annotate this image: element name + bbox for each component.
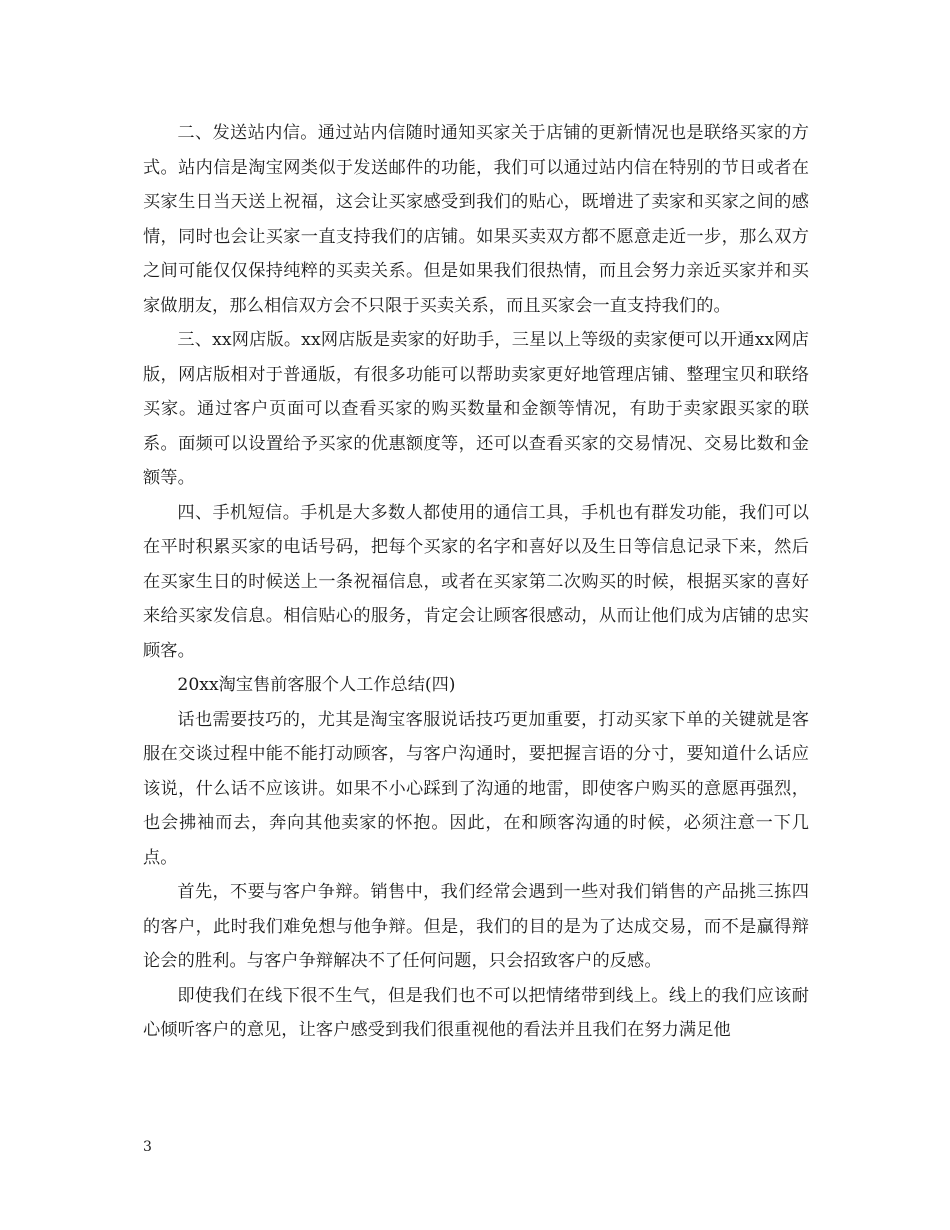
- paragraph-sms: 四、手机短信。手机是大多数人都使用的通信工具，手机也有群发功能，我们可以在平时积累买家的电话号码，把每个买家的名字和喜好以及生日等信息记录下来，然后在买家生日的时候送上一条祝福信息，或者在买家第二次购买的时候，根据买家的喜好来给买家发信息。相信贴心的服务，肯定会让顾客很感动，从而让他们成为店铺的忠实顾客。: [143, 502, 809, 661]
- paragraph-emotion-control: 即使我们在线下很不生气，但是我们也不可以把情绪带到线上。线上的我们应该耐心倾听客户的意见，让客户感受到我们很重视他的看法并且我们在努力满足他: [143, 985, 809, 1040]
- paragraph-no-argument: 首先，不要与客户争辩。销售中，我们经常会遇到一些对我们销售的产品挑三拣四的客户，此时我们难免想与他争辩。但是，我们的目的是为了达成交易，而不是赢得辩论会的胜利。与客户争辩解决不了任何问题，只会招致客户的反感。: [143, 882, 809, 971]
- paragraph-online-store-edition: 三、xx网店版。xx网店版是卖家的好助手，三星以上等级的卖家便可以开通xx网店版，网店版相对于普通版，有很多功能可以帮助卖家更好地管理店铺、整理宝贝和联络买家。通过客户页面可以查看买家的购买数量和金额等情况，有助于卖家跟买家的联系。面频可以设置给予买家的优惠额度等，还可以查看买家的交易情况、交易比数和金额等。: [143, 330, 809, 488]
- section-heading: 20xx淘宝售前客服个人工作总结(四): [177, 675, 456, 695]
- paragraph-station-message: 二、发送站内信。通过站内信随时通知买家关于店铺的更新情况也是联络买家的方式。站内信是淘宝网类似于发送邮件的功能，我们可以通过站内信在特别的节日或者在买家生日当天送上祝福，这会让买家感受到我们的贴心，既增进了卖家和买家之间的感情，同时也会让买家一直支持我们的店铺。如果买卖双方都不愿意走近一步，那么双方之间可能仅仅保持纯粹的买卖关系。但是如果我们很热情，而且会努力亲近买家并和买家做朋友，那么相信双方会不只限于买卖关系，而且买家会一直支持我们的。: [143, 123, 809, 316]
- document-body: [143, 116, 809, 1048]
- page-number: 3: [143, 1139, 152, 1155]
- paragraph-speaking-skills: 话也需要技巧的，尤其是淘宝客服说话技巧更加重要，打动买家下单的关键就是客服在交谈过程中能不能打动顾客，与客户沟通时，要把握言语的分寸，要知道什么话应该说，什么话不应该讲。如果不小心踩到了沟通的地雷，即使客户购买的意愿再强烈，也会拂袖而去，奔向其他卖家的怀抱。因此，在和顾客沟通的时候，必须注意一下几点。: [143, 709, 809, 868]
